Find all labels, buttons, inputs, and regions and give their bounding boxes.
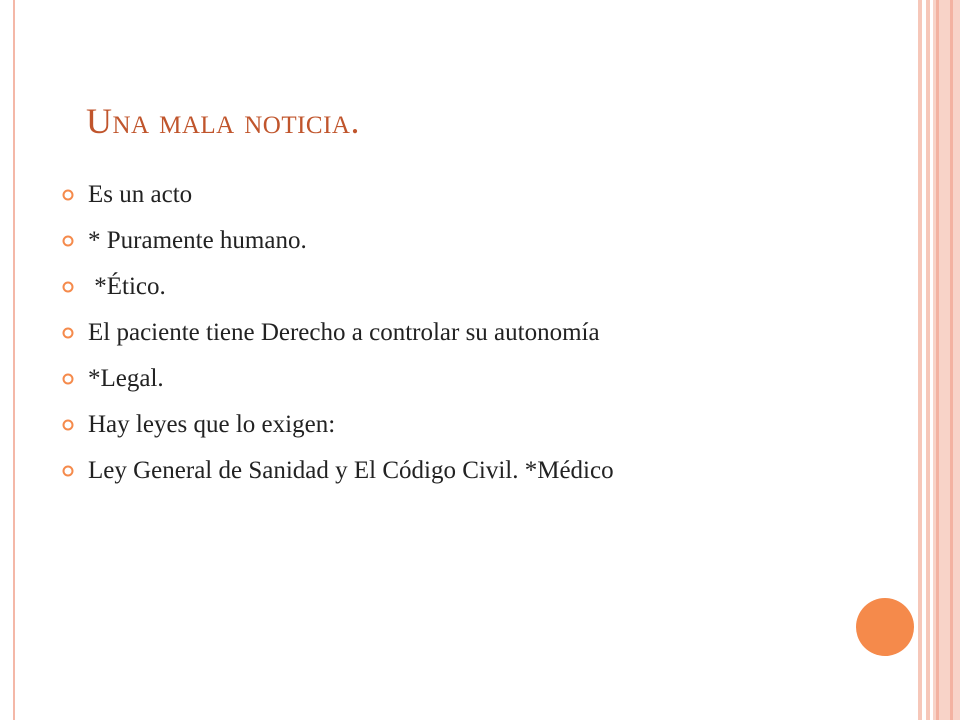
- bullet-text: Ley General de Sanidad y El Código Civil. *Médico: [88, 457, 614, 484]
- list-item: [62, 410, 882, 439]
- bullet-list: [62, 172, 882, 485]
- bullet-text: Es un acto: [88, 181, 193, 208]
- hollow-circle-bullet-icon: [62, 373, 74, 385]
- bullet-text: Hay leyes que lo exigen:: [88, 411, 336, 438]
- right-stripe: [950, 0, 953, 720]
- hollow-circle-bullet-icon: [62, 235, 74, 247]
- list-item: [62, 226, 882, 255]
- hollow-circle-bullet-icon: [62, 327, 74, 339]
- orange-circle-decoration: [856, 598, 914, 656]
- list-item: [62, 318, 882, 347]
- left-border-line: [13, 0, 15, 720]
- right-stripe: [918, 0, 922, 720]
- right-stripe: [936, 0, 939, 720]
- list-item: [62, 272, 882, 301]
- hollow-circle-bullet-icon: [62, 189, 74, 201]
- bullet-text: *Legal.: [88, 365, 164, 392]
- list-item: [62, 364, 882, 393]
- bullet-text: * Puramente humano.: [88, 227, 307, 254]
- hollow-circle-bullet-icon: [62, 419, 74, 431]
- bullet-text: *Ético.: [88, 273, 166, 300]
- right-stripe: [926, 0, 930, 720]
- bullet-text: El paciente tiene Derecho a controlar su autonomía: [88, 319, 600, 346]
- hollow-circle-bullet-icon: [62, 281, 74, 293]
- list-item: [62, 180, 882, 209]
- hollow-circle-bullet-icon: [62, 465, 74, 477]
- slide-title: Una mala noticia.: [86, 101, 360, 141]
- list-item: [62, 456, 882, 485]
